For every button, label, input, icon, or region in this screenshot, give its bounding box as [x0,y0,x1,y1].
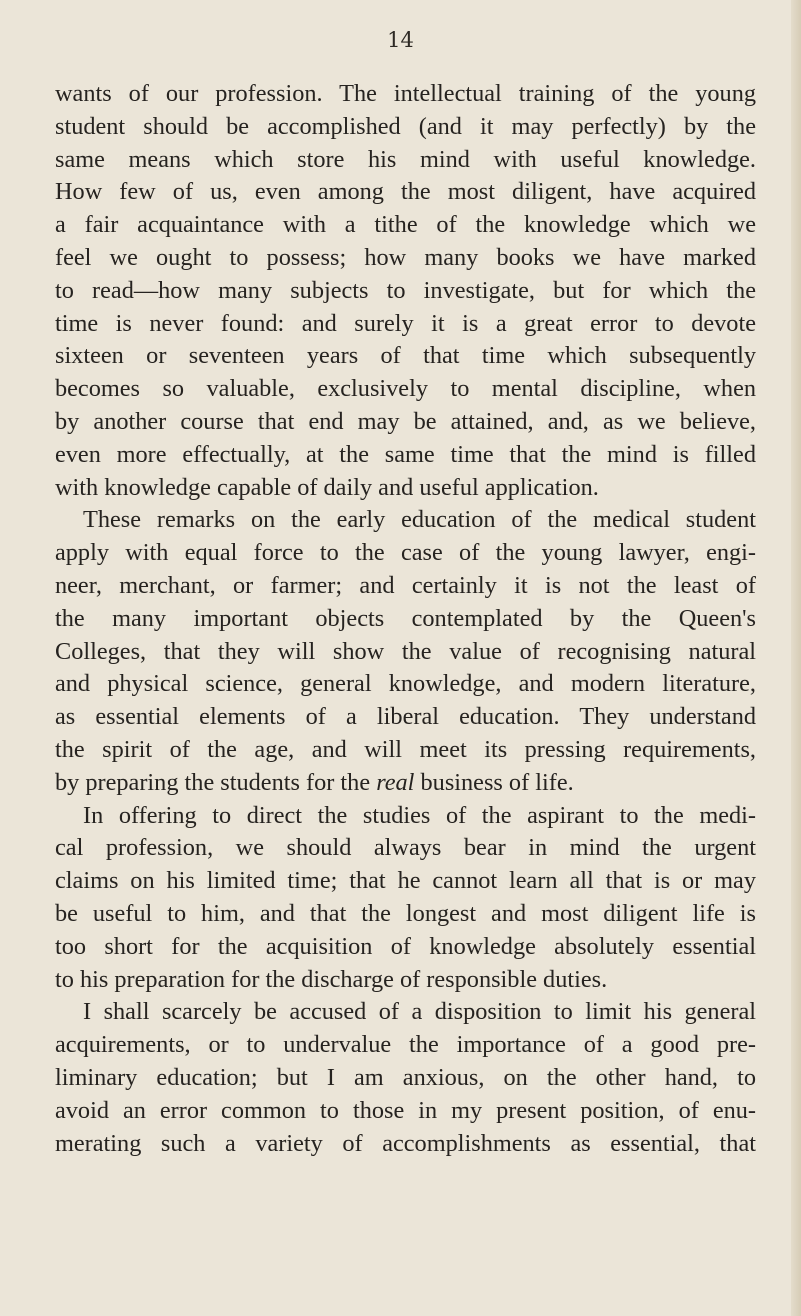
text-line: student should be accomplished (and it may perfectly) by the [55,112,756,140]
text-line: wants of our profession. The intellectual training of the young [55,80,756,107]
text-line: same means which store his mind with useful knowledge. [55,145,756,173]
text-line: In offering to direct the studies of the aspirant to the medi- [83,801,756,829]
text-line: even more effectually, at the same time that the mind is filled [55,440,756,468]
text-line: becomes so valuable, exclusively to mental discipline, when [55,375,756,403]
text-line: be useful to him, and that the longest and most diligent life is [55,899,756,927]
text-line: by another course that end may be attained, and, as we believe, [55,407,756,435]
text-line: neer, merchant, or farmer; and certainly it is not the least of [55,571,756,599]
page-edge [791,0,801,1316]
text-line: the many important objects contemplated by the Queen's [55,604,756,632]
text-line: time is never found: and surely it is a great error to devote [55,309,756,337]
text-line: with knowledge capable of daily and useful application. [55,473,599,501]
text-line-mixed [55,767,756,800]
text-line: sixteen or seventeen years of that time which subsequently [55,342,756,370]
text-line: I shall scarcely be accused of a disposition to limit his general [83,998,756,1026]
text-line: to read—how many subjects to investigate, but for which the [55,276,756,304]
text-fragment: business of life. [420,768,574,796]
text-line: too short for the acquisition of knowledge absolutely essential [55,932,756,960]
text-line: apply with equal force to the case of the young lawyer, engi- [55,539,756,567]
text-line: cal profession, we should always bear in mind the urgent [55,834,756,862]
body-text [55,78,756,1160]
text-line: the spirit of the age, and will meet its pressing requirements, [55,735,756,763]
text-fragment: by preparing the students for the [55,768,371,796]
text-line: claims on his limited time; that he cannot learn all that is or may [55,867,756,895]
text-line: How few of us, even among the most diligent, have acquired [55,178,756,206]
text-line: and physical science, general knowledge, and modern literature, [55,670,756,698]
text-line: feel we ought to possess; how many books we have marked [55,243,756,271]
text-line: Colleges, that they will show the value of recognising natural [55,637,756,665]
text-line: to his preparation for the discharge of responsible duties. [55,965,608,993]
text-line: acquirements, or to undervalue the importance of a good pre- [55,1031,756,1059]
text-line: liminary education; but I am anxious, on the other hand, to [55,1063,756,1091]
text-line: as essential elements of a liberal education. They understand [55,703,756,731]
page-number: 14 [387,28,414,52]
text-line: a fair acquaintance with a tithe of the knowledge which we [55,211,756,239]
text-line: avoid an error common to those in my present position, of enu- [55,1096,756,1124]
text-line: These remarks on the early education of the medical student [83,506,756,534]
emphasized-word: real [376,768,415,796]
text-line: merating such a variety of accomplishments as essential, that [55,1129,756,1157]
